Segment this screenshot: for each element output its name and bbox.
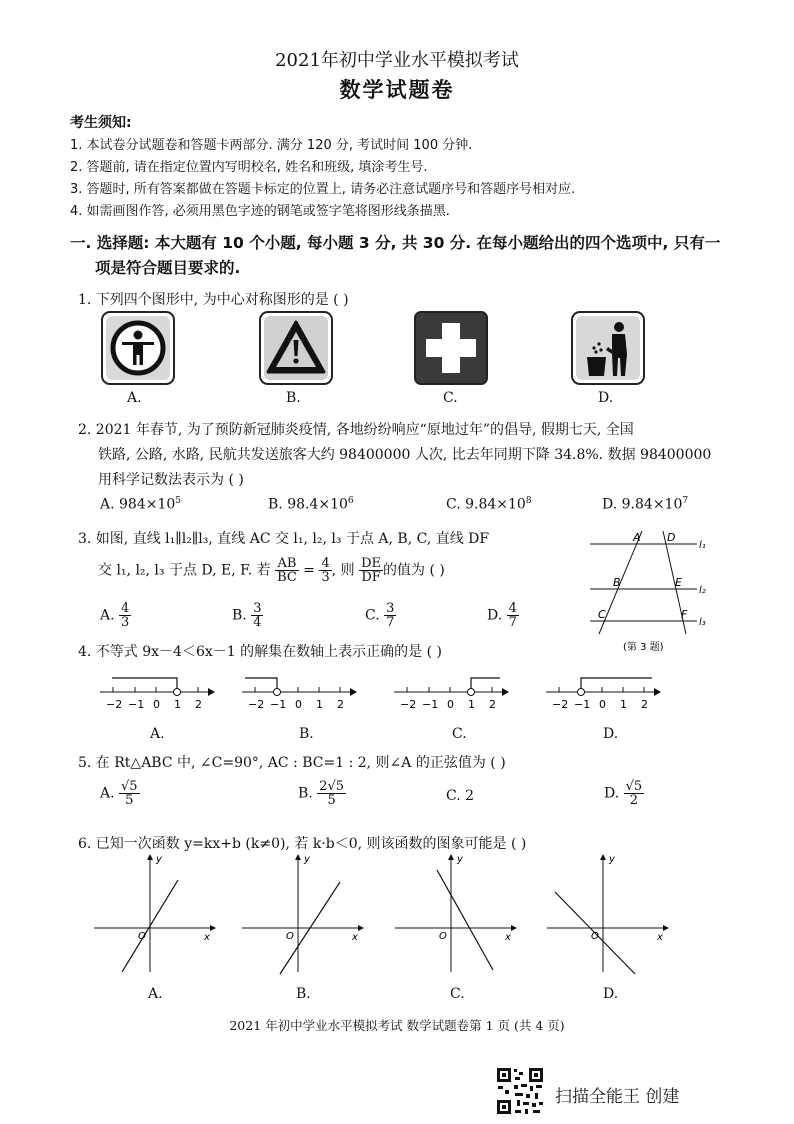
q3-option-a: A. $\frac{4}{3}$ (100, 601, 130, 630)
point-label: E (675, 576, 682, 589)
q6-label-d: D. (603, 986, 619, 1002)
q6-graph-a (92, 852, 217, 977)
svg-text:−2: −2 (552, 698, 569, 711)
point-label: A (633, 531, 641, 544)
svg-text:2: 2 (337, 698, 344, 711)
svg-text:y: y (156, 854, 162, 865)
point-label: B (613, 576, 621, 589)
qr-code-icon (495, 1066, 545, 1116)
q5-option-b: B. $\frac{2√5}{5}$ (298, 779, 345, 808)
q5-option-a: A. $\frac{√5}{5}$ (100, 779, 138, 808)
notice-item: 4. 如需画图作答, 必须用黑色字迹的钢笔或签字笔将图形线条描黑. (70, 204, 450, 219)
svg-text:−2: −2 (106, 698, 123, 711)
svg-text:−2: −2 (248, 698, 265, 711)
q6-graph-b (240, 852, 365, 977)
q5-option-d: D. $\frac{√5}{2}$ (604, 779, 643, 808)
q4-stem: 4. 不等式 9x－4＜6x－1 的解集在数轴上表示正确的是 ( ) (78, 644, 442, 660)
svg-text:0: 0 (153, 698, 160, 711)
svg-text:O: O (138, 931, 146, 942)
svg-text:2: 2 (489, 698, 496, 711)
notice-heading: 考生须知: (70, 115, 132, 131)
svg-text:2: 2 (195, 698, 202, 711)
q2-option-a: A. $984\times 10^5$ (100, 496, 182, 513)
q2-line1: 2. 2021 年春节, 为了预防新冠肺炎疫情, 各地纷纷响应“原地过年”的倡导, 假期七天, 全国 (78, 422, 634, 438)
svg-text:−1: −1 (422, 698, 439, 711)
page-footer: 2021 年初中学业水平模拟考试 数学试题卷第 1 页 (共 4 页) (229, 1018, 565, 1033)
svg-text:1: 1 (174, 698, 181, 711)
medical-cross-icon (413, 310, 489, 386)
svg-text:O: O (286, 931, 294, 942)
svg-text:y: y (304, 854, 310, 865)
svg-text:0: 0 (599, 698, 606, 711)
svg-text:x: x (505, 932, 511, 943)
section-heading-cont: 项是符合题目要求的. (95, 259, 241, 277)
q4-number-line-d (544, 672, 664, 712)
q6-graph-c (393, 852, 518, 977)
q2-option-c: C. $9.84\times 10^8$ (446, 496, 532, 513)
q3-fraction-ab-bc: $\frac{AB}{BC}$ (277, 556, 297, 585)
figure-caption: (第 3 题) (623, 642, 664, 653)
svg-text:x: x (352, 932, 358, 943)
q2-line3: 用科学记数法表示为 ( ) (98, 472, 244, 488)
svg-text:O: O (439, 931, 447, 942)
q3-option-d: D. $\frac{4}{7}$ (487, 601, 517, 630)
svg-text:1: 1 (316, 698, 323, 711)
q3-fraction-4-3: $\frac{4}{3}$ (321, 556, 330, 585)
trash-bin-person-icon (570, 310, 646, 386)
point-label: C (598, 608, 606, 621)
svg-text:−1: −1 (128, 698, 145, 711)
svg-text:y: y (457, 854, 463, 865)
q4-label-d: D. (603, 726, 619, 742)
q1-stem: 1. 下列四个图形中, 为中心对称图形的是 ( ) (78, 292, 349, 308)
warning-triangle-icon (258, 310, 334, 386)
q4-label-a: A. (150, 726, 165, 742)
q1-label-a: A. (127, 390, 142, 406)
line-label: l₂ (699, 585, 706, 596)
q2-option-d: D. $9.84\times 10^7$ (602, 496, 689, 513)
svg-text:0: 0 (447, 698, 454, 711)
q3-option-c: C. $\frac{3}{7}$ (365, 601, 395, 630)
scanner-watermark: 扫描全能王 创建 (555, 1087, 680, 1107)
svg-text:x: x (204, 932, 210, 943)
svg-text:−1: −1 (574, 698, 591, 711)
q6-label-a: A. (148, 986, 163, 1002)
svg-text:2: 2 (641, 698, 648, 711)
svg-text:−1: −1 (270, 698, 287, 711)
q4-label-b: B. (299, 726, 314, 742)
q2-line2: 铁路, 公路, 水路, 民航共发送旅客大约 98400000 人次, 比去年同期下降 34.8%. 数据 98400000 (98, 447, 712, 463)
q3-line1: 3. 如图, 直线 l₁∥l₂∥l₃, 直线 AC 交 l₁, l₂, l₃ 于点 A, B, C, 直线 DF (78, 531, 490, 547)
svg-text:−2: −2 (400, 698, 417, 711)
q6-label-c: C. (450, 986, 465, 1002)
q6-label-b: B. (296, 986, 311, 1002)
exam-title: 2021年初中学业水平模拟考试 (275, 50, 519, 71)
q3-option-b: B. $\frac{3}{4}$ (232, 601, 262, 630)
svg-text:0: 0 (295, 698, 302, 711)
q3-parallel-lines-figure (585, 528, 715, 656)
point-label: D (667, 531, 676, 544)
notice-item: 3. 答题时, 所有答案都做在答题卡标定的位置上, 请务必注意试题序号和答题序号相对应. (70, 182, 576, 197)
notice-item: 1. 本试卷分试题卷和答题卡两部分. 满分 120 分, 考试时间 100 分钟. (70, 138, 473, 153)
svg-text:O: O (591, 931, 599, 942)
point-label: F (681, 608, 688, 621)
q4-number-line-b (240, 672, 360, 712)
q6-graph-d (545, 852, 670, 977)
q1-label-c: C. (443, 390, 458, 406)
exam-subtitle: 数学试题卷 (339, 77, 455, 102)
q1-label-d: D. (598, 390, 614, 406)
svg-text:x: x (657, 932, 663, 943)
section-heading: 一. 选择题: 本大题有 10 个小题, 每小题 3 分, 共 30 分. 在每小题给出的四个选项中, 只有一 (70, 234, 721, 252)
accessibility-person-icon (100, 310, 176, 386)
q4-label-c: C. (452, 726, 467, 742)
q3-fraction-de-df: $\frac{DE}{DF}$ (361, 556, 382, 585)
q5-stem: 5. 在 Rt△ABC 中, ∠C=90°, AC : BC=1 : 2, 则∠A 的正弦值为 ( ) (78, 755, 506, 771)
q6-stem: 6. 已知一次函数 y=kx+b (k≠0), 若 k·b＜0, 则该函数的图象可能是 ( ) (78, 836, 527, 852)
svg-text:y: y (609, 854, 615, 865)
notice-item: 2. 答题前, 请在指定位置内写明校名, 姓名和班级, 填涂考生号. (70, 160, 428, 175)
q4-number-line-a (98, 672, 218, 712)
line-label: l₃ (699, 617, 706, 628)
q4-number-line-c (392, 672, 512, 712)
line-label: l₁ (699, 540, 706, 551)
q2-option-b: B. $98.4\times 10^6$ (268, 496, 354, 513)
q1-label-b: B. (286, 390, 301, 406)
q3-line2: 交 l₁, l₂, l₃ 于点 D, E, F. 若 $\frac{AB}{BC}$ = $\frac{4}{3}$ , 则 $\frac{DE}{DF}$ 的值为 ( ) (98, 556, 445, 585)
svg-text:1: 1 (468, 698, 475, 711)
q5-option-c: C. 2 (446, 788, 475, 804)
svg-text:1: 1 (620, 698, 627, 711)
